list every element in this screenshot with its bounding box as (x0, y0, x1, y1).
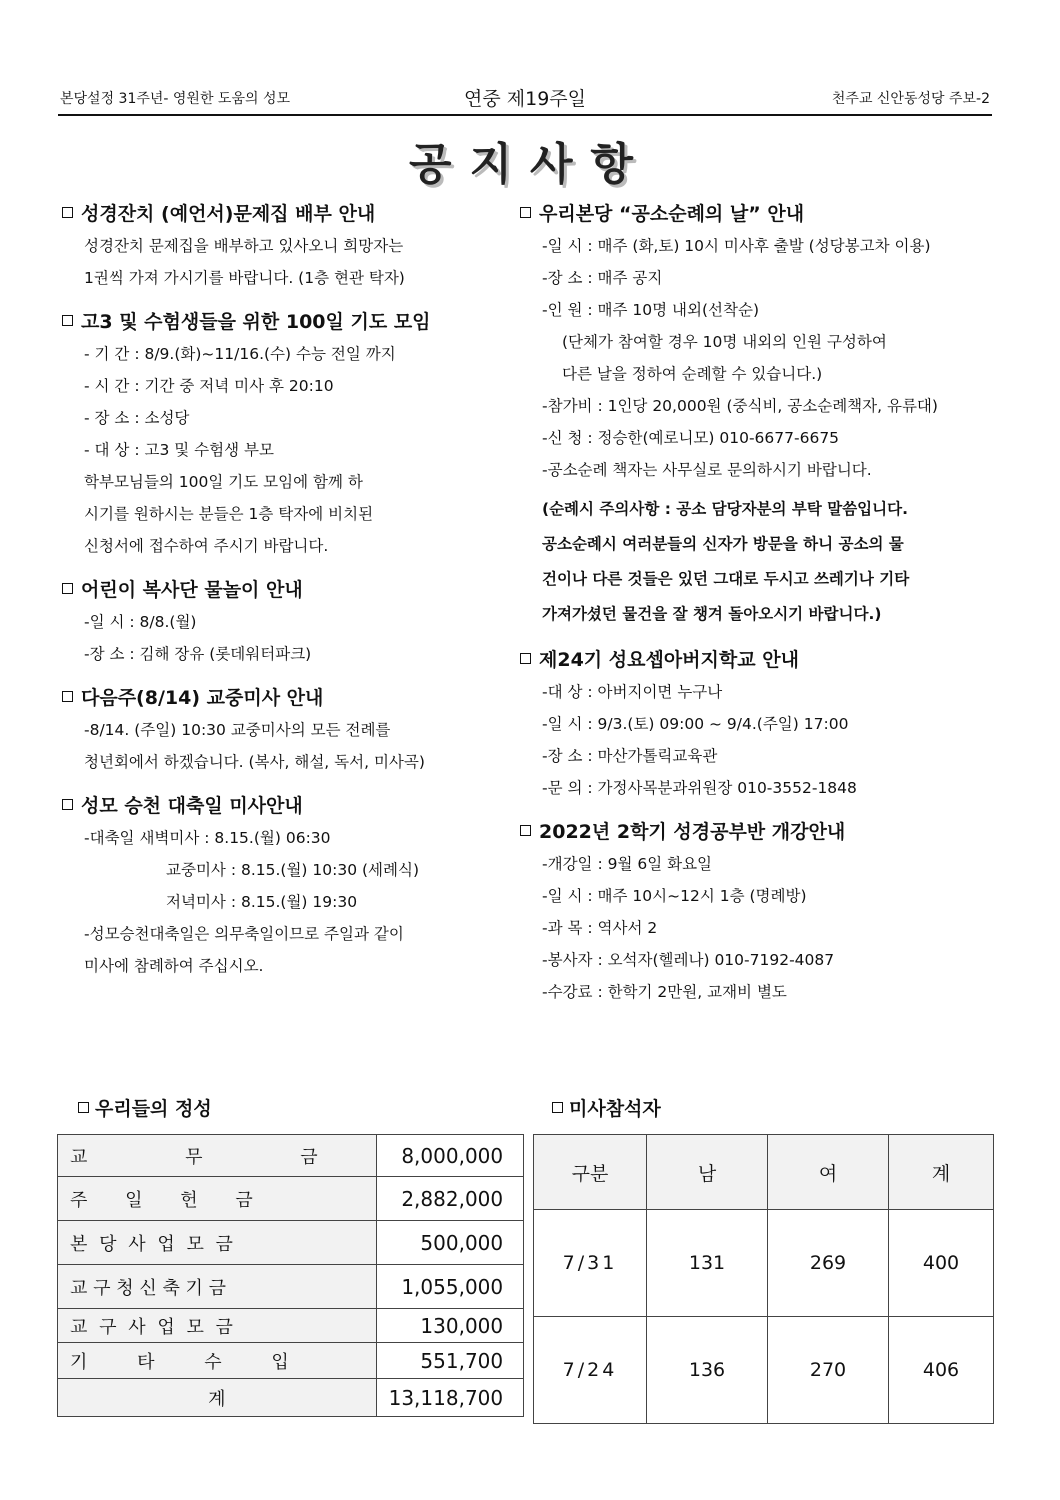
section-line: 1권씩 가져 가시기를 바랍니다. (1층 현관 탁자) (84, 269, 405, 287)
section-line: 다른 날을 정하여 순례할 수 있습니다.) (562, 365, 823, 383)
section-line: - 장 소 : 소성당 (84, 409, 190, 427)
column-header: 구분 (534, 1135, 647, 1210)
table-cell: 406 (889, 1317, 994, 1424)
section-line: -일 시 : 매주 (화,토) 10시 미사후 출발 (성당봉고차 이용) (542, 237, 931, 255)
attendance-title: 미사참석자 (552, 1094, 661, 1121)
table-row-total (58, 1379, 524, 1417)
offering-amount: 2,882,000 (376, 1177, 524, 1221)
section-line: 성경잔치 문제집을 배부하고 있사오니 희망자는 (84, 237, 404, 255)
pilgrimage-note-line: 가져가셨던 물건을 잘 챙겨 돌아오시기 바랍니다.) (542, 605, 882, 623)
offering-label: 본 당 사 업 모 금 (58, 1221, 377, 1265)
section-line: -과 목 : 역사서 2 (542, 919, 658, 937)
offering-label: 주 일 헌 금 (58, 1177, 377, 1221)
checkbox-bullet-icon (62, 799, 73, 810)
checkbox-bullet-icon (78, 1102, 89, 1113)
checkbox-bullet-icon (520, 207, 531, 218)
page-title: 공지사항 (408, 139, 651, 190)
section-fathers-school (520, 644, 998, 804)
checkbox-bullet-icon (62, 583, 73, 594)
table-cell: 7/31 (534, 1210, 647, 1317)
checkbox-bullet-icon (62, 315, 73, 326)
section-title: 다음주(8/14) 교중미사 안내 (62, 682, 502, 714)
checkbox-bullet-icon (62, 691, 73, 702)
table-row (58, 1135, 524, 1177)
offering-label: 교 무 금 (58, 1135, 377, 1177)
section-line: -장 소 : 매주 공지 (542, 269, 663, 287)
section-line: 시기를 원하시는 분들은 1층 탁자에 비치된 (84, 505, 374, 523)
section-line: -참가비 : 1인당 20,000원 (중식비, 공소순례책자, 유류대) (542, 397, 938, 415)
section-line: 청년회에서 하겠습니다. (복사, 해설, 독서, 미사곡) (84, 753, 425, 771)
table-cell: 269 (768, 1210, 889, 1317)
section-title: 고3 및 수험생들을 위한 100일 기도 모임 (62, 306, 502, 338)
attendance-table (533, 1134, 994, 1424)
checkbox-bullet-icon (520, 825, 531, 836)
section-line: -수강료 : 한학기 2만원, 교재비 별도 (542, 983, 787, 1001)
column-header: 남 (647, 1135, 768, 1210)
section-line: -대축일 새벽미사 : 8.15.(월) 06:30 (84, 829, 331, 847)
section-title: 성경잔치 (예언서)문제집 배부 안내 (62, 198, 502, 230)
section-line: -일 시 : 9/3.(토) 09:00 ~ 9/4.(주일) 17:00 (542, 715, 849, 733)
offering-total-amount: 13,118,700 (376, 1379, 524, 1417)
offering-amount: 130,000 (376, 1309, 524, 1343)
section-line: 학부모님들의 100일 기도 모임에 함께 하 (84, 473, 363, 491)
section-line: -문 의 : 가정사목분과위원장 010-3552-1848 (542, 779, 857, 797)
table-row (58, 1177, 524, 1221)
section-bible-feast (62, 198, 502, 294)
offering-amount: 1,055,000 (376, 1265, 524, 1309)
section-title: 우리본당 “공소순례의 날” 안내 (520, 198, 998, 230)
left-column (62, 198, 502, 982)
checkbox-bullet-icon (62, 207, 73, 218)
section-line: -성모승천대축일은 의무축일이므로 주일과 같이 (84, 925, 404, 943)
section-title: 성모 승천 대축일 미사안내 (62, 790, 502, 822)
offering-label: 교 구 사 업 모 금 (58, 1309, 377, 1343)
header-center: 연중 제19주일 (464, 88, 586, 110)
offering-amount: 500,000 (376, 1221, 524, 1265)
section-line: -일 시 : 8/8.(월) (84, 613, 197, 631)
table-row (534, 1317, 994, 1424)
pilgrimage-note-line: (순례시 주의사항 : 공소 담당자분의 부탁 말씀입니다. (542, 500, 908, 518)
section-line: -일 시 : 매주 10시~12시 1층 (명례방) (542, 887, 807, 905)
offering-label: 기 타 수 입 (58, 1343, 377, 1379)
checkbox-bullet-icon (520, 653, 531, 664)
column-header: 계 (889, 1135, 994, 1210)
table-cell: 7/24 (534, 1317, 647, 1424)
table-cell: 400 (889, 1210, 994, 1317)
section-title: 제24기 성요셉아버지학교 안내 (520, 644, 998, 676)
offering-amount: 8,000,000 (376, 1135, 524, 1177)
table-cell: 136 (647, 1317, 768, 1424)
section-next-mass (62, 682, 502, 778)
right-column (520, 198, 998, 1008)
section-line: - 기 간 : 8/9.(화)~11/16.(수) 수능 전일 까지 (84, 345, 396, 363)
section-title: 어린이 복사단 물놀이 안내 (62, 574, 502, 606)
table-row (58, 1221, 524, 1265)
table-row (534, 1210, 994, 1317)
bulletin-header (58, 84, 992, 116)
section-title: 2022년 2학기 성경공부반 개강안내 (520, 816, 998, 848)
section-altar-servers (62, 574, 502, 670)
section-assumption (62, 790, 502, 982)
section-line: -장 소 : 마산가톨릭교육관 (542, 747, 718, 765)
section-bible-study (520, 816, 998, 1008)
section-pilgrimage (520, 198, 998, 632)
checkbox-bullet-icon (552, 1102, 563, 1113)
offerings-title: 우리들의 정성 (78, 1094, 212, 1121)
offering-amount: 551,700 (376, 1343, 524, 1379)
table-row (58, 1265, 524, 1309)
table-cell: 270 (768, 1317, 889, 1424)
section-line: -인 원 : 매주 10명 내외(선착순) (542, 301, 759, 319)
pilgrimage-note-line: 공소순례시 여러분들의 신자가 방문을 하니 공소의 물 (542, 535, 904, 553)
table-cell: 131 (647, 1210, 768, 1317)
section-line: 저녁미사 : 8.15.(월) 19:30 (166, 893, 358, 911)
section-line: -공소순례 책자는 사무실로 문의하시기 바랍니다. (542, 461, 872, 479)
header-left: 본당설정 31주년- 영원한 도움의 성모 (60, 91, 291, 107)
offering-label: 교 구 청 신 축 기 금 (58, 1265, 377, 1309)
section-line: -장 소 : 김해 장유 (롯데워터파크) (84, 645, 312, 663)
offerings-table (57, 1134, 524, 1417)
table-row (58, 1343, 524, 1379)
section-line: - 대 상 : 고3 및 수험생 부모 (84, 441, 274, 459)
section-line: 신청서에 접수하여 주시기 바랍니다. (84, 537, 329, 555)
offering-total-label: 계 (58, 1379, 377, 1417)
section-line: 미사에 참례하여 주십시오. (84, 957, 264, 975)
section-line: -8/14. (주일) 10:30 교중미사의 모든 전례를 (84, 721, 391, 739)
table-header-row (534, 1135, 994, 1210)
pilgrimage-note-line: 건이나 다른 것들은 있던 그대로 두시고 쓰레기나 기타 (542, 570, 910, 588)
table-row (58, 1309, 524, 1343)
section-line: -대 상 : 아버지이면 누구나 (542, 683, 723, 701)
section-line: 교중미사 : 8.15.(월) 10:30 (세례식) (166, 861, 420, 879)
section-line: -개강일 : 9월 6일 화요일 (542, 855, 713, 873)
column-header: 여 (768, 1135, 889, 1210)
section-line: -봉사자 : 오석자(헬레나) 010-7192-4087 (542, 951, 835, 969)
section-line: - 시 간 : 기간 중 저녁 미사 후 20:10 (84, 377, 334, 395)
header-right: 천주교 신안동성당 주보-2 (831, 91, 990, 107)
section-100day-prayer (62, 306, 502, 562)
section-line: (단체가 참여할 경우 10명 내외의 인원 구성하여 (562, 333, 887, 351)
section-line: -신 청 : 정승한(예로니모) 010-6677-6675 (542, 429, 840, 447)
